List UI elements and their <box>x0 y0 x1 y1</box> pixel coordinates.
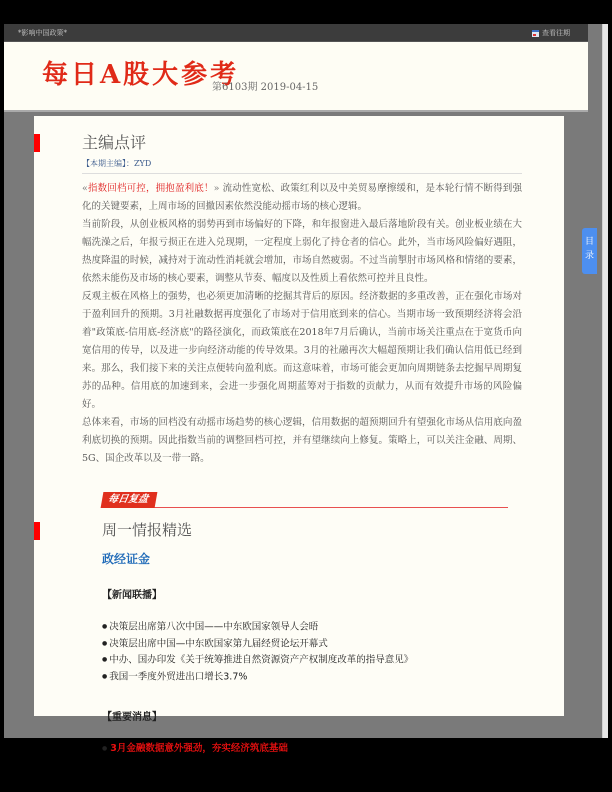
archive-label: 查看往期 <box>542 29 570 37</box>
daily-review-tag: 每日复盘 <box>101 492 158 508</box>
close-quote: » <box>213 183 220 194</box>
editorial-title: 主编点评 <box>82 133 147 152</box>
news-broadcast-heading: 【新闻联播】 <box>102 590 162 601</box>
top-bar <box>4 24 588 42</box>
paragraph-text: 流动性宽松、政策红利以及中美贸易摩擦缓和，是本轮行情不断得到强化的关键要素，上周市场的回撤因素依然没能动摇市场的核心逻辑。 <box>82 183 522 212</box>
page-viewport <box>4 24 608 754</box>
editorial-paragraph: 总体来看，市场的回档没有动摇市场趋势的核心逻辑，信用数据的超预期回升有望强化市场从信用底向盈利底切换的预期。因此指数当前的调整回档可控，并有望继续向上修复。策略上，可以关注金融、周期、5G、国企改革以及一带一路。 <box>82 417 522 464</box>
open-quote: « <box>82 183 88 194</box>
table-of-contents-button[interactable] <box>582 228 597 274</box>
section-tag-bar <box>102 492 508 508</box>
section-marker <box>34 522 40 540</box>
weekly-title: 周一情报精选 <box>102 521 193 539</box>
editorial-card <box>34 116 564 496</box>
issue-number-date: 第6103期 2019-04-15 <box>212 82 319 93</box>
important-news-item[interactable]: ● 3月金融数据意外强劲，夯实经济筑底基础 <box>102 740 288 754</box>
subsection-title: 政经证金 <box>102 552 151 566</box>
list-item: ● 中办、国办印发《关于统筹推进自然资源资产产权制度改革的指导意见》 <box>102 652 413 669</box>
news-list <box>102 619 413 685</box>
publication-title: 每日A股大参考 <box>42 60 240 90</box>
divider <box>82 173 522 174</box>
editor-label: 【本期主编】：ZYD <box>82 159 152 168</box>
editorial-paragraph <box>82 180 522 216</box>
toc-label-1: 目 <box>584 237 594 247</box>
slogan: *影响中国政策* <box>18 29 67 37</box>
toc-label-2: 录 <box>584 251 594 261</box>
view-archive-link[interactable] <box>532 24 570 42</box>
list-item: ● 决策层出席中国—中东欧国家第九届经贸论坛开幕式 <box>102 636 413 653</box>
editorial-body <box>82 180 522 468</box>
scrollbar[interactable] <box>602 24 608 738</box>
editorial-headline: 指数回档可控，拥抱盈利底！ <box>87 183 214 194</box>
masthead <box>4 42 588 112</box>
daily-review-card <box>34 482 564 754</box>
editorial-paragraph: 反观主板在风格上的强势，也必须更加清晰的挖掘其背后的原因。经济数据的多重改善，正在强化市场对于盈利回升的预期。3月社融数据再度强化了市场对于信用底到来的信心。当期市场一致预期经济将会沿着"政策底-信用底-经济底"的路径演化，而政策底在2018年7月后确认，当前市场关注重点在于宽货币向宽信用的传导，以及进一步向经济动能的传导效果。3月的社融再次大幅超预期让我们确认信用低已经到来。那么，我们接下来的关注点便转向盈利底。而这意味着，市场可能会更加向周期链条去挖掘早周期复苏的品种。信用底的加速到来，会进一步强化周期蓝筹对于指数的贡献力，从而有效提升市场的风险偏好。 <box>82 291 522 410</box>
important-news-heading: 【重要消息】 <box>102 712 162 723</box>
editorial-paragraph: 当前阶段，从创业板风格的弱势再到市场偏好的下降，和年报窗进入最后落地阶段有关。创业板业绩在大幅洗澡之后，年报亏损正在进入兑现期，一定程度上弱化了持仓者的信心。此外，当市场风险偏好遇阻，热度降温的时候，减持对于流动性消耗就会增加，市场自然疲弱。不过当前掣肘市场风格和情绪的要素，依然未能伤及市场的核心要素，调整从节奏、幅度以及性质上看依然可控并且良性。 <box>82 219 522 284</box>
section-marker <box>34 134 40 152</box>
list-item: ● 我国一季度外贸进出口增长3.7% <box>102 669 413 686</box>
calendar-icon <box>532 30 539 37</box>
list-item: ● 决策层出席第八次中国——中东欧国家领导人会晤 <box>102 619 413 636</box>
